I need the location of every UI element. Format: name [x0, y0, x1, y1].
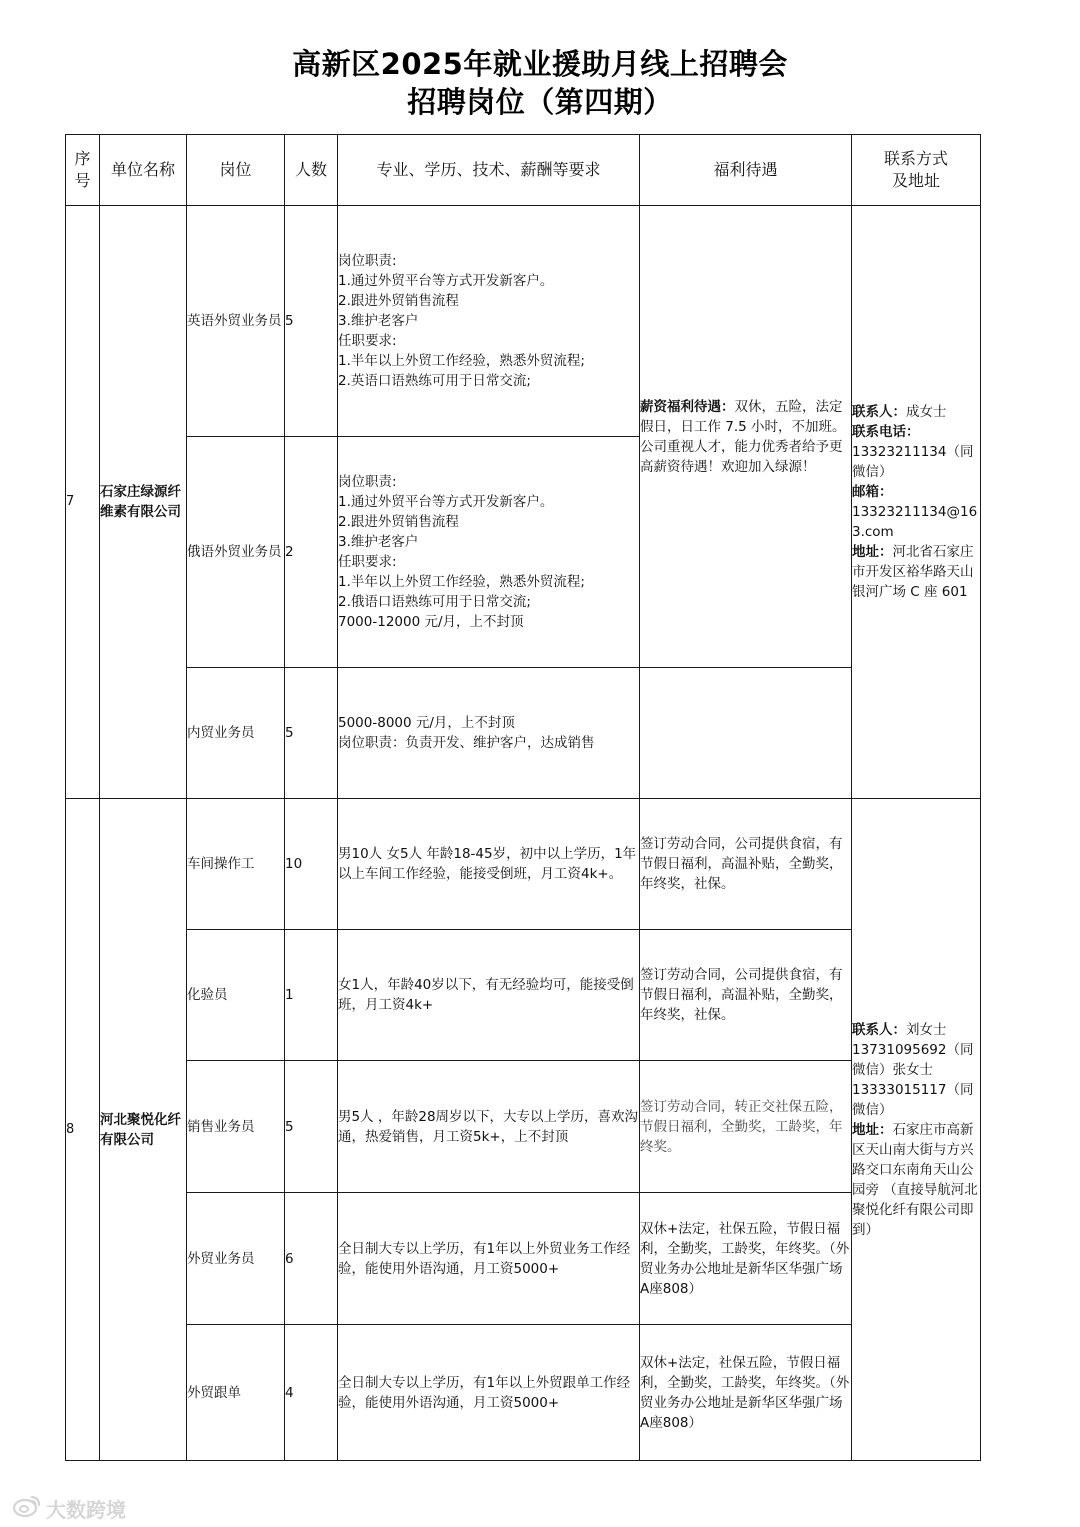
header-seq: 序号 — [66, 135, 100, 206]
contact-person-label: 联系人： — [852, 404, 906, 420]
job-benefits: 签订劳动合同，公司提供食宿，有节假日福利，高温补贴，全勤奖，年终奖，社保。 — [640, 930, 852, 1061]
contact-person-label: 联系人： — [852, 1021, 906, 1038]
job-position: 车间操作工 — [187, 799, 285, 930]
row-seq: 7 — [66, 206, 100, 799]
job-requirements: 男10人 女5人 年龄18-45岁，初中以上学历，1年以上车间工作经验，能接受倒班，月工资4k+。 — [338, 799, 640, 930]
contact-phone: 13323211134（同微信） — [852, 444, 974, 480]
job-requirements: 全日制大专以上学历，有1年以上外贸跟单工作经验，能使用外语沟通，月工资5000+ — [338, 1325, 640, 1461]
table-row — [66, 668, 981, 799]
job-count: 5 — [285, 1061, 338, 1193]
table-row — [66, 1325, 981, 1461]
job-requirements: 女1人，年龄40岁以下，有无经验均可，能接受倒班，月工资4k+ — [338, 930, 640, 1061]
contact-person: 刘女士 13731095692（同微信）张女士 13333015117（同微信） — [852, 1021, 974, 1118]
contact-person: 成女士 — [906, 404, 947, 420]
contact-address-label: 地址： — [852, 544, 893, 560]
job-count: 6 — [285, 1193, 338, 1325]
table-header-row — [66, 135, 981, 206]
job-count: 5 — [285, 206, 338, 437]
jobs-table — [65, 134, 981, 1461]
header-position: 岗位 — [187, 135, 285, 206]
job-requirements: 5000-8000 元/月，上不封顶 岗位职责：负责开发、维护客户，达成销售 — [338, 668, 640, 799]
job-position: 内贸业务员 — [187, 668, 285, 799]
job-position: 俄语外贸业务员 — [187, 437, 285, 668]
job-position: 化验员 — [187, 930, 285, 1061]
job-position: 外贸跟单 — [187, 1325, 285, 1461]
contact-email: 13323211134@163.com — [852, 504, 978, 540]
job-count: 10 — [285, 799, 338, 930]
benefits-label: 薪资福利待遇： — [640, 398, 735, 415]
job-position: 销售业务员 — [187, 1061, 285, 1193]
company-name: 石家庄绿源纤维素有限公司 — [100, 206, 187, 799]
header-benefits: 福利待遇 — [640, 135, 852, 206]
table-row — [66, 206, 981, 437]
table-row — [66, 1061, 981, 1193]
job-benefits: 签订劳动合同，转正交社保五险，节假日福利，全勤奖，工龄奖，年终奖。 — [640, 1061, 852, 1193]
weibo-icon — [12, 1493, 42, 1524]
contact-info — [852, 206, 981, 799]
contact-info — [852, 799, 981, 1461]
table-row — [66, 799, 981, 930]
header-contact: 联系方式 及地址 — [852, 135, 981, 206]
job-requirements: 岗位职责: 1.通过外贸平台等方式开发新客户。 2.跟进外贸销售流程 3.维护老客户 任职要求: 1.半年以上外贸工作经验，熟悉外贸流程; 2.英语口语熟练可用于日常交流; — [338, 206, 640, 437]
job-benefits: 双休+法定，社保五险，节假日福利，全勤奖，工龄奖，年终奖。（外贸业务办公地址是新华区华强广场A座808） — [640, 1193, 852, 1325]
page-title: 高新区2025年就业援助月线上招聘会 — [292, 47, 788, 81]
contact-phone-label: 联系电话： — [852, 424, 920, 440]
row-seq: 8 — [66, 799, 100, 1461]
job-requirements: 岗位职责: 1.通过外贸平台等方式开发新客户。 2.跟进外贸销售流程 3.维护老客户 任职要求: 1.半年以上外贸工作经验，熟悉外贸流程; 2.俄语口语熟练可用于日常交流; 7000-12000 元/月，上不封顶 — [338, 437, 640, 668]
job-requirements: 全日制大专以上学历，有1年以上外贸业务工作经验，能使用外语沟通，月工资5000+ — [338, 1193, 640, 1325]
job-count: 2 — [285, 437, 338, 668]
contact-email-label: 邮箱： — [852, 484, 893, 500]
contact-address-label: 地址： — [852, 1121, 893, 1138]
job-position: 外贸业务员 — [187, 1193, 285, 1325]
benefits-text: 双休，五险，法定假日，日工作 7.5 小时，不加班。 公司重视人才，能力优秀者给予更高薪资待遇！欢迎加入绿源！ — [640, 398, 846, 475]
page-subtitle: 招聘岗位（第四期） — [407, 85, 673, 119]
job-count: 4 — [285, 1325, 338, 1461]
job-requirements: 男5人 ，年龄28周岁以下，大专以上学历，喜欢沟通，热爱销售，月工资5k+，上不封顶 — [338, 1061, 640, 1193]
job-benefits: 双休+法定，社保五险，节假日福利，全勤奖，工龄奖，年终奖。（外贸业务办公地址是新华区华强广场A座808） — [640, 1325, 852, 1461]
job-position: 英语外贸业务员 — [187, 206, 285, 437]
header-requirements: 专业、学历、技术、薪酬等要求 — [338, 135, 640, 206]
job-count: 1 — [285, 930, 338, 1061]
job-benefits: 签订劳动合同，公司提供食宿，有节假日福利，高温补贴，全勤奖，年终奖，社保。 — [640, 799, 852, 930]
job-count: 5 — [285, 668, 338, 799]
header-company: 单位名称 — [100, 135, 187, 206]
table-row — [66, 930, 981, 1061]
watermark-text: 大数跨境 — [46, 1497, 126, 1522]
contact-address: 河北省石家庄市开发区裕华路天山银河广场 C 座 601 — [852, 544, 974, 600]
header-count: 人数 — [285, 135, 338, 206]
company-name: 河北聚悦化纤有限公司 — [100, 799, 187, 1461]
table-row — [66, 1193, 981, 1325]
contact-address: 石家庄市高新区天山南大街与方兴路交口东南角天山公园旁 （直接导航河北聚悦化纤有限公司即到） — [852, 1121, 978, 1238]
job-benefits-empty — [640, 668, 852, 799]
job-benefits — [640, 206, 852, 668]
watermark — [12, 1493, 126, 1523]
